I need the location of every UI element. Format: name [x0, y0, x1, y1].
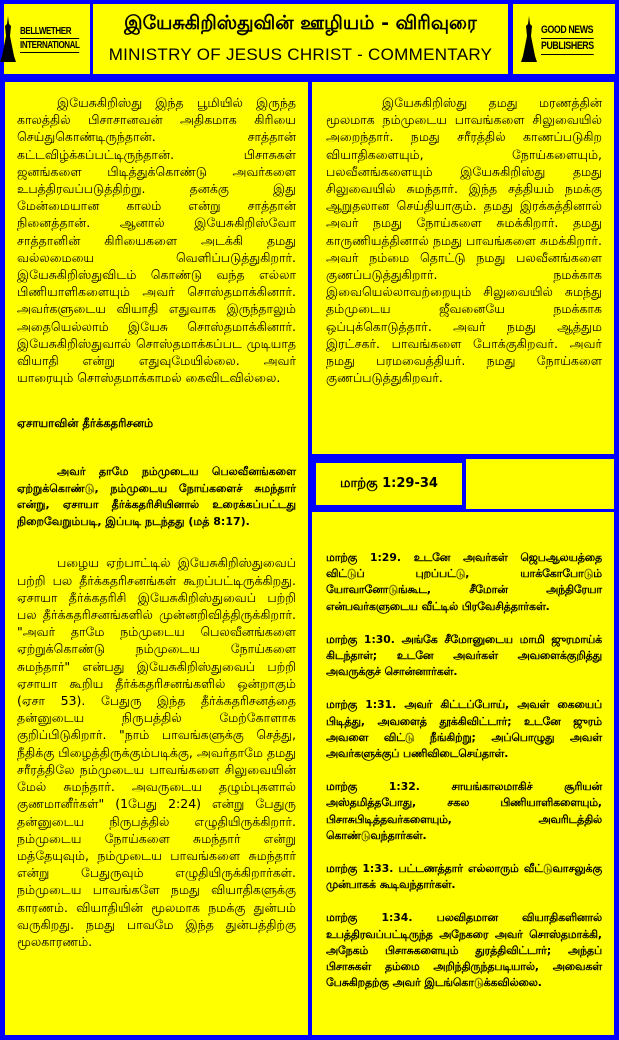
- verse: மாற்கு 1:31. அவர் கிட்டப்போய், அவள் கையைப் பிடித்து, அவளைத் தூக்கிவிட்டார்; உடனே ஜுரம் அவளை விட்டு நீங்கிற்று; அப்பொழுது அவள் அவர்களுக்குப் பணிவிடைசெய்தாள்.: [326, 698, 602, 761]
- section-heading: ஏசாயாவின் தீர்க்கதரிசனம்: [17, 416, 154, 431]
- scripture-reference-box: [312, 459, 466, 509]
- scripture-quote: அவர் தாமே நம்முடைய பெலவீனங்களை ஏற்றுக்கொண்டு, நம்முடைய நோய்களைச் சுமந்தார் என்று, ஏசாயா தீர்க்கதரிசியினால் உரைக்கப்பட்டது நிறைவேறும்படி, இப்படி நடந்தது (மத் 8:17).: [17, 465, 296, 528]
- verse: மாற்கு 1:30. அங்கே சீமோனுடைய மாமி ஜுரமாய்க் கிடந்தாள்; உடனே அவர்கள் அவளைக்குறித்து அவருக்குச் சொன்னார்கள்.: [326, 632, 602, 679]
- verse: மாற்கு 1:34. பலவிதமான வியாதிகளினால் உபத்திரவப்பட்டிருந்த அநேகரை அவர் சொஸ்தமாக்கி, அநேகம் பிசாசுகளையும் துரத்திவிட்டார்; அந்தப் பிசாசுகள் தம்மை அறிந்திருந்தபடியால், அவைகள் பேசுகிறதற்கு அவர் இடங்கொடுக்கவில்லை.: [326, 911, 602, 990]
- bellwether-logo-text: BELLWETHER INTERNATIONAL: [19, 26, 80, 51]
- good-news-publishers-logo: [513, 4, 615, 74]
- page-header: [93, 4, 508, 74]
- page-title-tamil: இயேசுகிறிஸ்துவின் ஊழியம் - விரிவுரை: [124, 12, 477, 34]
- page-title-english: MINISTRY OF JESUS CHRIST - COMMENTARY: [108, 45, 493, 64]
- paragraph: பழைய ஏற்பாட்டில் இயேசுகிறிஸ்துவைப் பற்றி பல தீர்க்கதரிசனங்கள் கூறப்பட்டிருக்கிறது. ஏசாயா தீர்க்கதரிசி இயேசுகிறிஸ்துவைப் பற்றி பல தீர்க்கதரிசனங்களில் முன்னறிவித்திருக்கிறார். "அவர் தாமே நம்முடைய பெலவீனங்களை ஏற்றுக்கொண்டு நம்முடைய நோய்களை சுமந்தார்" என்பது இயேசுகிறிஸ்துவைப் பற்றி ஏசாயா கூறிய தீர்க்கதரிசனங்களில் ஒன்றாகும் (ஏசா 53). பேதுரு இந்த தீர்க்கதரிசனத்தை தன்னுடைய நிருபத்தில் மேற்கோளாக குறிப்பிடுகிறார். "நாம் பாவங்களுக்கு செத்து, நீதிக்கு பிழைத்திருக்கும்படிக்கு, அவர்தாமே தமது சரீரத்திலே நம்முடைய பாவங்களை சிலுவையின் மேல் சுமந்தார். அவருடைய தழும்புகளால் குணமானீர்கள்" (1பேது 2:24) என்று பேதுரு தன்னுடைய நிருபத்தில் எழுதியிருக்கிறார். நம்முடைய நோய்களை சுமந்தார் என்று மத்தேயுவும், நம்முடைய பாவங்களை சுமந்தார் என்று பேதுருவும் எழுதியிருக்கிறார்கள். நம்முடைய பாவங்களே நமது வியாதிகளுக்கு காரணம். வியாதியின் மூலமாக நமக்கு துன்பம் வருகிறது. நமது பாவமே இந்த துன்பத்திற்கு மூலகாரணம்.: [17, 555, 296, 949]
- verse: மாற்கு 1:29. உடனே அவர்கள் ஜெபஆலயத்தை விட்டுப் புறப்பட்டு, யாக்கோபோடும் யோவானோடுங்கூட, சீமோன் அந்திரேயா என்பவர்களுடைய வீட்டில் பிரவேசித்தார்கள்.: [326, 551, 602, 613]
- verse: மாற்கு 1:33. பட்டணத்தார் எல்லாரும் வீட்டுவாசலுக்கு முன்பாகக் கூடிவந்தார்கள்.: [326, 862, 602, 892]
- paragraph: இயேசுகிறிஸ்து இந்த பூமியில் இருந்த காலத்தில் பிசாசானவன் அதிகமாக கிரியை செய்துகொண்டிருந்தான். சாத்தான் கட்டவிழ்க்கப்பட்டிருந்தான். பிசாசுகள் ஜனங்களை பிடித்துக்கொண்டு அவர்களை உபத்திரவப்படுத்திற்று. தனக்கு இது மேன்மையான காலம் என்று சாத்தான் நினைத்தான். ஆனால் இயேசுகிறிஸ்வோ சாத்தானின் கிரியைகளை அடக்கி தமது வல்லமையை வெளிப்படுத்துகிறார். இயேசுகிறிஸ்துவிடம் கொண்டு வந்த எல்லா பிணியாளிகளையும் அவர் சொஸ்தமாக்கினார். அவர்களுடைய வியாதி எதுவாக இருந்தாலும் அதையெல்லாம் இயேசு சொஸ்தமாக்கினார். இயேசுகிறிஸ்துவால் சொஸ்தமாக்கப்பட முடியாத வியாதி என்று எதுவுமேயில்லை. அவர் யாரையும் சொஸ்தமாக்காமல் கைவிடவில்லை.: [17, 95, 296, 386]
- good-news-logo-text: GOOD NEWS PUBLISHERS: [541, 23, 594, 55]
- scripture-reference: மாற்கு 1:29-34: [340, 476, 438, 491]
- right-column-verses: [312, 512, 614, 1035]
- verse: மாற்கு 1:32. சாயங்காலமாகிச் சூரியன் அஸ்தமித்தபோது, சகல பிணியாளிகளையும், பிசாசுபிடித்தவர்களையும், அவரிடத்தில் கொண்டுவந்தார்கள்.: [326, 780, 602, 842]
- left-column: [5, 82, 308, 1035]
- tower-icon: [0, 16, 16, 62]
- tower-icon: [521, 16, 537, 62]
- paragraph: இயேசுகிறிஸ்து தமது மரணத்தின் மூலமாக நம்முடைய பாவங்களை சிலுவையில் அறைந்தார். நமது சரீரத்தில் காணப்படுகிற வியாதிகளையும், நோய்களையும், பலவீனங்களையும் இயேசுகிறிஸ்து தமது சிலுவையில் சுமந்தார். இந்த சத்தியம் நமக்கு ஆறுதலான செய்தியாகும். தமது இரக்கத்தினால் அவர் நமது நோய்களை சுமக்கிறார். தமது காருணியத்தினால் நமது பாவங்களை சுமக்கிறார். அவர் நம்மை தொட்டு நமது பலவீனங்களை குணப்படுத்துகிறார். நமக்காக இவையெல்லாவற்றையும் சிலுவையில் சுமந்து தம்முடைய ஜீவனையே நமக்காக ஒப்புக்கொடுத்தார். அவர் நமது ஆத்தும இரட்சகர். பாவங்களை போக்குகிறவர். அவர் நமது பரமவைத்தியர். நமது நோய்களை குணப்படுத்துகிறவர்.: [326, 95, 602, 386]
- right-column-top: [312, 82, 614, 454]
- bellwether-logo: [4, 4, 90, 74]
- reference-row-background: [466, 459, 614, 509]
